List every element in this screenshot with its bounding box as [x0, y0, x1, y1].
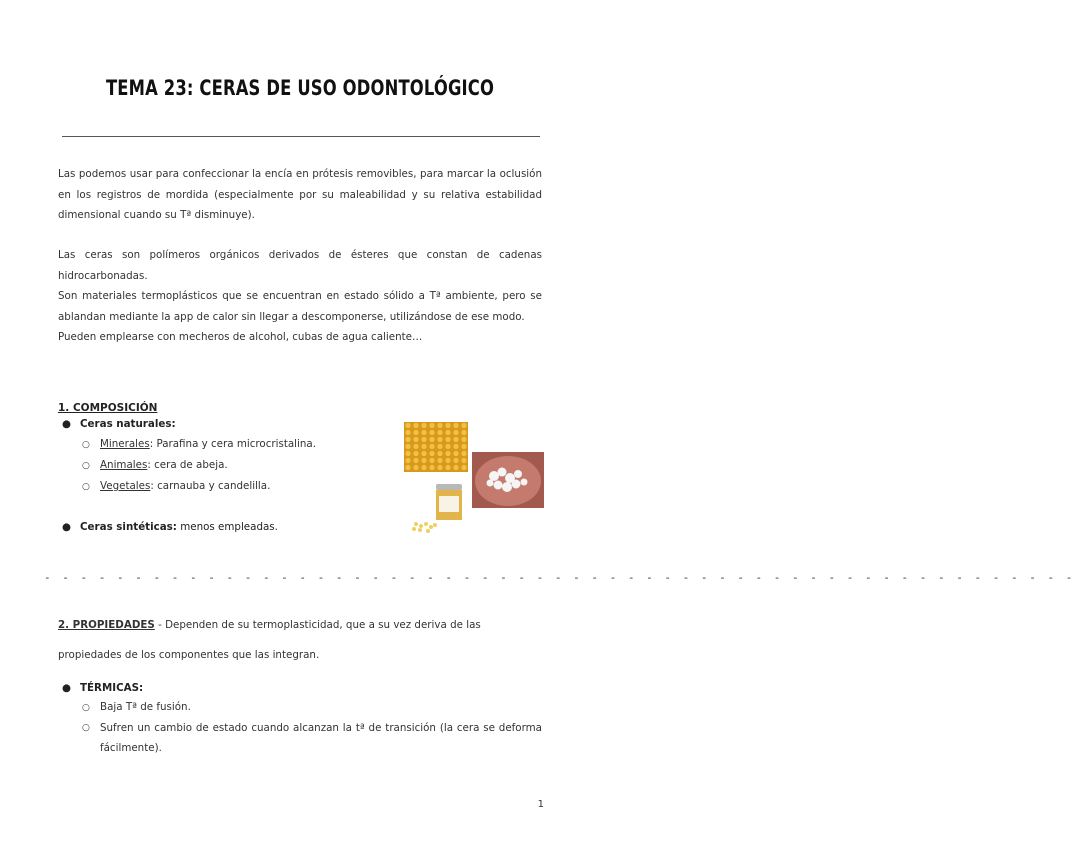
item-text: : Parafina y cera microcristalina.: [149, 438, 316, 450]
bullet-circle-icon: ○: [82, 461, 90, 471]
section-separator: - - - - - - - - - - - - - - - - - - - - - - - - - - - - - - - - - - - - - - - - - - - - - - - - - - - - - - - - -: [44, 571, 1075, 584]
natural-waxes-label: Ceras naturales:: [80, 418, 176, 430]
section-2-lead: [58, 615, 542, 636]
synthetic-waxes-text: menos empleadas.: [176, 521, 278, 533]
intro-text-4: Pueden emplearse con mecheros de alcohol, cubas de agua caliente…: [58, 331, 423, 343]
bullet-dot-icon: ●: [62, 682, 71, 694]
list-item-vegetales: [82, 476, 270, 497]
bullet-synthetic-waxes: [62, 517, 278, 537]
bullet-circle-icon: ○: [82, 482, 90, 492]
section-2-lead-cont: [58, 645, 542, 666]
intro-paragraph-2: [58, 245, 542, 348]
list-item-animales: [82, 455, 228, 476]
synthetic-waxes-label: Ceras sintéticas:: [80, 521, 177, 533]
list-item-minerales: [82, 434, 316, 455]
intro-text-2: Las ceras son polímeros orgánicos derivados de ésteres que constan de cadenas hidrocarbonadas.: [58, 249, 542, 282]
bullet-dot-icon: ●: [62, 521, 71, 533]
item-text: Baja Tª de fusión.: [100, 701, 191, 713]
intro-text-1: Las podemos usar para confeccionar la encía en prótesis removibles, para marcar la oclusión en los registros de mordida (especialmente por su maleabilidad y su relativa estabilidad dimensional cuando su Tª disminuye).: [58, 168, 542, 221]
list-item-thermal-2: [82, 718, 542, 758]
intro-text-3: Son materiales termoplásticos que se encuentran en estado sólido a Tª ambiente, pero se ablandan mediante la app de calor sin llegar a descomponerse, utilizándose de ese modo.: [58, 290, 542, 323]
item-label: Animales: [100, 459, 148, 471]
bullet-circle-icon: ○: [82, 440, 90, 450]
list-item-thermal-1: [82, 697, 191, 718]
bullet-thermal: [62, 678, 143, 698]
item-label: Minerales: [100, 438, 150, 450]
item-text: : cera de abeja.: [147, 459, 228, 471]
intro-paragraph-1: [58, 164, 542, 226]
bullet-circle-icon: ○: [82, 723, 90, 733]
thermal-label: TÉRMICAS:: [80, 682, 144, 694]
bullet-dot-icon: ●: [62, 418, 71, 430]
bullet-natural-waxes: [62, 414, 176, 434]
item-text: Sufren un cambio de estado cuando alcanzan la tª de transición (la cera se deforma fácilmente).: [100, 722, 542, 754]
page-number: 1: [537, 799, 544, 810]
crystals-image: [472, 452, 544, 508]
section-2-lead-text-2: propiedades de los componentes que las integran.: [58, 649, 320, 661]
section-2-lead-text: - Dependen de su termoplasticidad, que a su vez deriva de las: [154, 619, 481, 631]
page-title: TEMA 23: CERAS DE USO ODONTOLÓGICO: [105, 76, 495, 100]
item-label: Vegetales: [100, 480, 151, 492]
honeycomb-image: [404, 422, 468, 472]
section-1-heading: 1. COMPOSICIÓN: [58, 402, 158, 414]
title-divider: [62, 136, 540, 137]
item-text: : carnauba y candelilla.: [150, 480, 271, 492]
bullet-circle-icon: ○: [82, 703, 90, 713]
wax-jar-image: [408, 480, 468, 536]
section-2-heading: 2. PROPIEDADES: [58, 619, 155, 631]
